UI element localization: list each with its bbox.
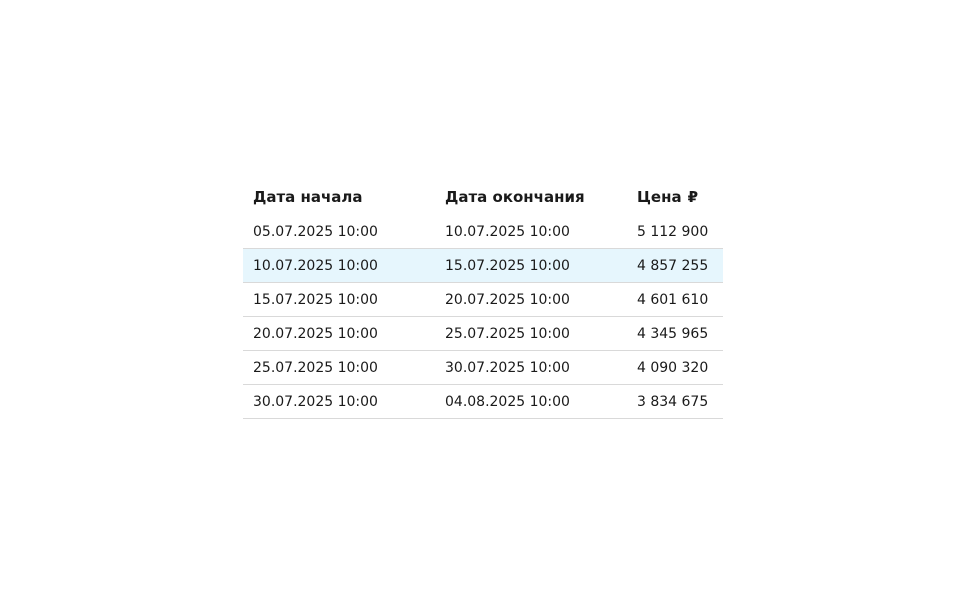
cell-end-date: 25.07.2025 10:00	[435, 317, 627, 351]
cell-price: 4 601 610	[627, 283, 723, 317]
header-end-date: Дата окончания	[445, 188, 585, 206]
cell-start-date: 25.07.2025 10:00	[243, 351, 435, 385]
table-body	[243, 215, 723, 419]
cell-end-date: 20.07.2025 10:00	[435, 283, 627, 317]
table-row	[243, 215, 723, 249]
cell-start-date: 05.07.2025 10:00	[243, 215, 435, 249]
header-start-date: Дата начала	[253, 188, 363, 206]
table-row	[243, 351, 723, 385]
cell-price: 4 857 255	[627, 249, 723, 283]
cell-end-date: 10.07.2025 10:00	[435, 215, 627, 249]
cell-end-date: 04.08.2025 10:00	[435, 385, 627, 419]
header-price-label: Цена	[637, 188, 682, 206]
cell-start-date: 10.07.2025 10:00	[243, 249, 435, 283]
cell-start-date: 30.07.2025 10:00	[243, 385, 435, 419]
header-row	[243, 179, 723, 215]
table-row	[243, 317, 723, 351]
table-row	[243, 283, 723, 317]
table-row-highlighted	[243, 249, 723, 283]
price-schedule-table	[243, 179, 723, 419]
table-row	[243, 385, 723, 419]
cell-end-date: 15.07.2025 10:00	[435, 249, 627, 283]
cell-price: 5 112 900	[627, 215, 723, 249]
cell-end-date: 30.07.2025 10:00	[435, 351, 627, 385]
header-price	[627, 179, 723, 215]
cell-price: 4 090 320	[627, 351, 723, 385]
cell-start-date: 15.07.2025 10:00	[243, 283, 435, 317]
cell-start-date: 20.07.2025 10:00	[243, 317, 435, 351]
ruble-icon: ₽	[687, 188, 699, 206]
cell-price: 3 834 675	[627, 385, 723, 419]
table-header	[243, 179, 723, 215]
cell-price: 4 345 965	[627, 317, 723, 351]
